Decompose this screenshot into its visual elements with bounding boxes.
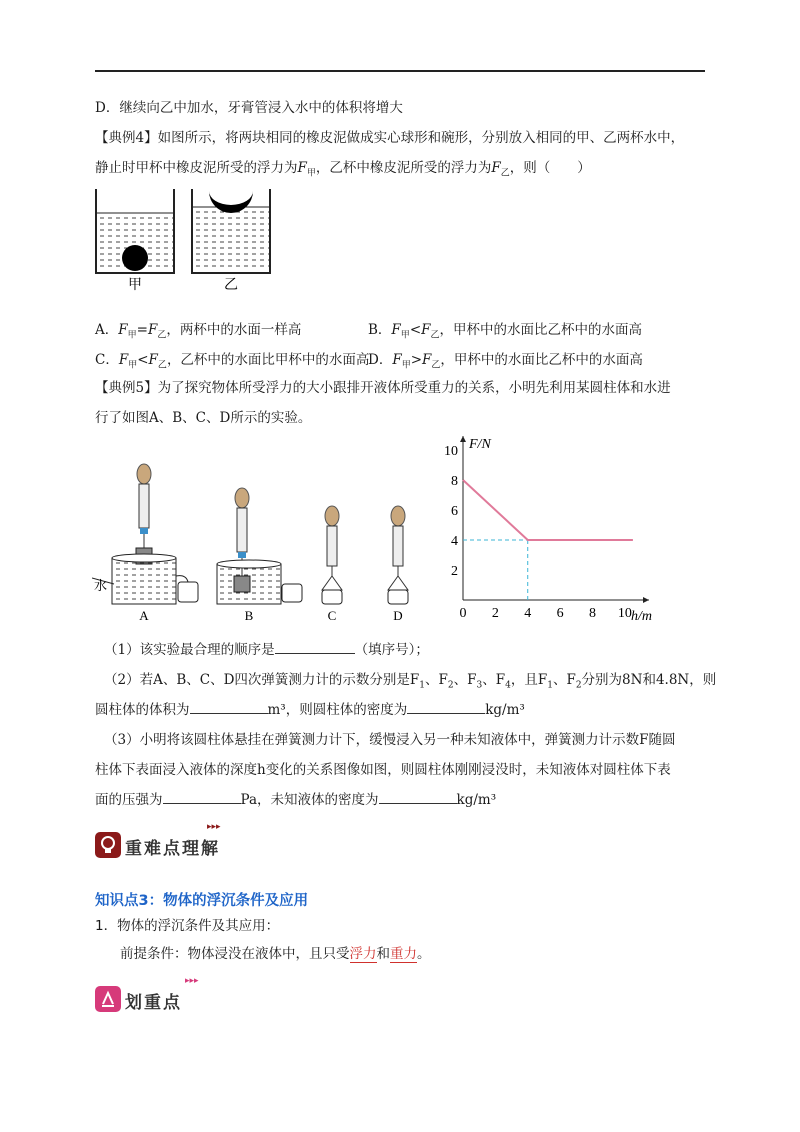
option-b: B．$F_甲<F_乙$，甲杯中的水面比乙杯中的水面高 bbox=[368, 322, 643, 341]
y-tick-label: 6 bbox=[451, 504, 458, 519]
x-tick-label: 0 bbox=[459, 606, 467, 621]
water-label: 水 bbox=[94, 578, 108, 593]
x-tick-label: 4 bbox=[524, 606, 532, 621]
label-b: B bbox=[244, 608, 254, 623]
x-axis-arrow bbox=[643, 597, 649, 603]
y-tick-label: 4 bbox=[451, 534, 458, 549]
banner-key-points-text: 重难点理解 bbox=[125, 839, 220, 859]
knowledge-title: 知识点3：物体的浮沉条件及应用 bbox=[95, 893, 309, 909]
premise-line: 前提条件：物体浸没在液体中，且只受浮力和重力。 bbox=[120, 946, 431, 962]
cup-jia-label: 甲 bbox=[128, 278, 142, 293]
answer-blank-2[interactable] bbox=[190, 713, 268, 714]
question-2-line2: 圆柱体的体积为 m³，则圆柱体的密度为 kg/m³ bbox=[95, 702, 525, 718]
answer-blank-4[interactable] bbox=[163, 803, 241, 804]
y-tick-label: 8 bbox=[451, 474, 458, 489]
y-tick-label: 10 bbox=[444, 444, 458, 459]
option-d: D．$F_甲>F_乙$，甲杯中的水面比乙杯中的水面高 bbox=[368, 352, 643, 371]
option-c: C．$F_甲<F_乙$，乙杯中的水面比甲杯中的水面高 bbox=[95, 352, 370, 371]
answer-blank-5[interactable] bbox=[379, 803, 457, 804]
x-tick-label: 10 bbox=[617, 606, 632, 621]
option-d-prev: D．继续向乙中加水，牙膏管浸入水中的体积将增大 bbox=[95, 100, 403, 116]
question-1: （1）该实验最合理的顺序是 （填序号）； bbox=[104, 642, 429, 658]
x-tick-label: 6 bbox=[556, 606, 564, 621]
gravity-term: 重力 bbox=[390, 946, 417, 962]
answer-blank-3[interactable] bbox=[407, 713, 485, 714]
cup-jia bbox=[96, 189, 174, 273]
lightbulb-icon bbox=[95, 832, 121, 858]
y-axis-arrow bbox=[460, 436, 466, 442]
label-c: C bbox=[327, 608, 337, 623]
setup-c bbox=[322, 506, 342, 604]
y-tick-label: 2 bbox=[451, 564, 458, 579]
x-tick-label: 8 bbox=[588, 606, 596, 621]
y-axis-label: F/N bbox=[469, 437, 491, 452]
example4-label: 【典例4】 bbox=[95, 130, 158, 146]
answer-blank-1[interactable] bbox=[275, 653, 355, 654]
experiment-figure bbox=[92, 458, 422, 628]
header-rule bbox=[95, 70, 705, 72]
example4-line2: 静止时甲杯中橡皮泥所受的浮力为$F_甲$，乙杯中橡皮泥所受的浮力为$F_乙$，则（ ） bbox=[95, 160, 591, 179]
label-a: A bbox=[139, 608, 149, 623]
example4-line1: 【典例4】如图所示，将两块相同的橡皮泥做成实心球形和碗形，分别放入相同的甲、乙两杯水中， bbox=[95, 130, 685, 146]
arrows-icon: ▸▸▸ bbox=[185, 976, 199, 986]
option-a: A．$F_甲=F_乙$，两杯中的水面一样高 bbox=[95, 322, 302, 341]
force-series-line bbox=[463, 480, 633, 540]
buoyancy-term: 浮力 bbox=[349, 946, 377, 962]
question-2-line1: （2）若A、B、C、D四次弹簧测力计的示数分别是$F_1$、$F_2$、$F_3$、$F_4$，且$F_1$、$F_2$分别为8N和4.8N，则 bbox=[104, 672, 717, 691]
highlight-icon bbox=[95, 986, 121, 1012]
force-depth-graph bbox=[430, 432, 660, 622]
label-d: D bbox=[393, 608, 403, 623]
question-3-line1: （3）小明将该圆柱体悬挂在弹簧测力计下，缓慢浸入另一种未知液体中，弹簧测力计示数F随圆 bbox=[104, 732, 676, 748]
setup-b bbox=[217, 488, 302, 604]
example5-line1: 【典例5】为了探究物体所受浮力的大小跟排开液体所受重力的关系，小明先利用某圆柱体和水进 bbox=[95, 380, 671, 396]
clay-ball bbox=[122, 245, 148, 271]
x-tick-label: 2 bbox=[491, 606, 499, 621]
knowledge-item-1: 1．物体的浮沉条件及其应用： bbox=[95, 918, 280, 934]
setup-a bbox=[92, 464, 198, 604]
cup-yi bbox=[192, 189, 270, 273]
question-3-line3: 面的压强为 Pa，未知液体的密度为 kg/m³ bbox=[95, 792, 497, 808]
example5-label: 【典例5】 bbox=[95, 380, 158, 396]
arrows-icon: ▸▸▸ bbox=[207, 822, 221, 832]
banner-highlight-text: 划重点 bbox=[125, 993, 182, 1013]
cup-yi-label: 乙 bbox=[224, 278, 238, 293]
question-3-line2: 柱体下表面浸入液体的深度h变化的关系图像如图，则圆柱体刚刚浸没时，未知液体对圆柱体下表 bbox=[95, 762, 671, 778]
banner-key-points bbox=[95, 822, 255, 862]
x-axis-label: h/m bbox=[631, 609, 652, 622]
setup-d bbox=[388, 506, 408, 604]
banner-highlight bbox=[95, 976, 235, 1016]
example5-line2: 行了如图A、B、C、D所示的实验。 bbox=[95, 410, 312, 426]
cups-figure bbox=[92, 185, 282, 295]
